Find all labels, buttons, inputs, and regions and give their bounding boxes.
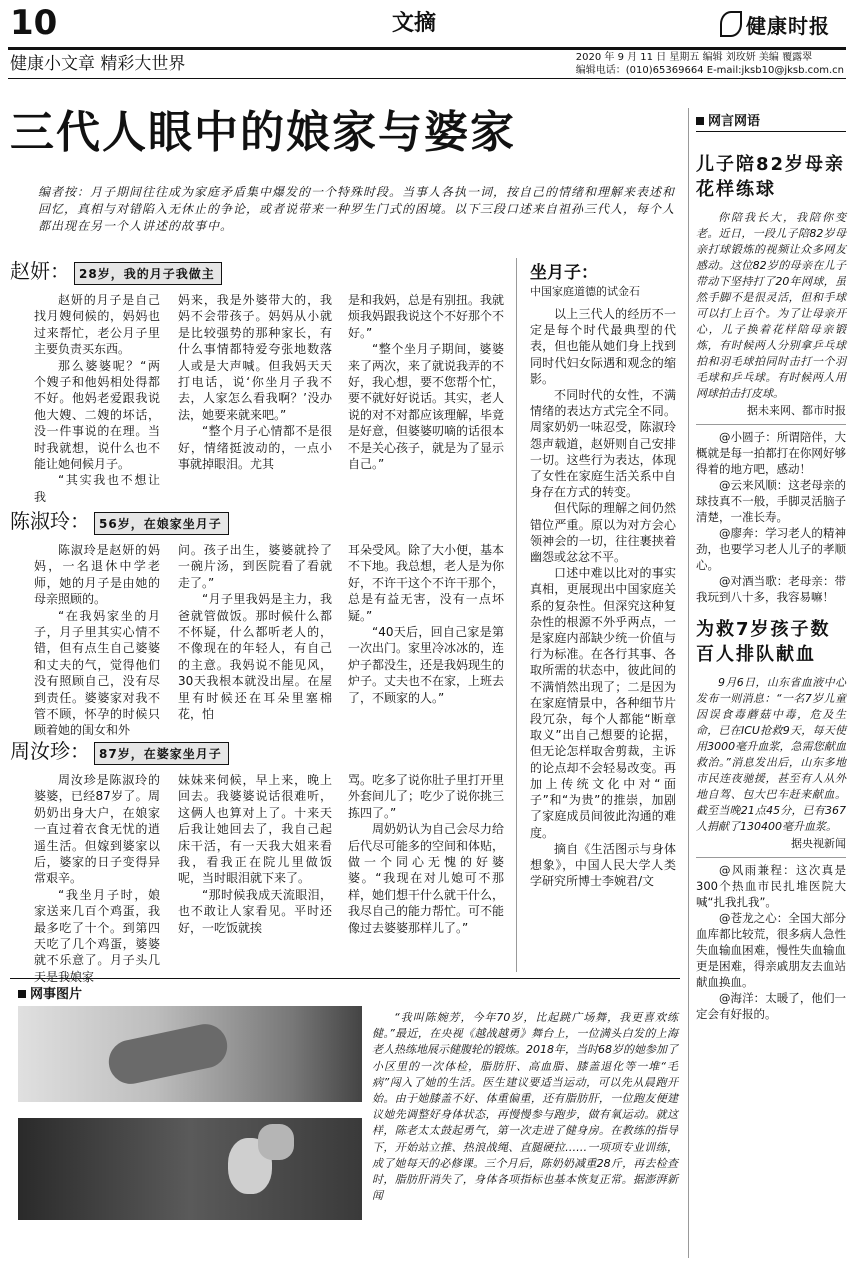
right-column-divider	[688, 108, 689, 1258]
story1-title: 儿子陪82岁母亲花样练球	[696, 154, 846, 200]
section1-col3	[348, 292, 504, 472]
section3-name: 周汝珍：	[10, 739, 90, 763]
paragraph: “我坐月子时，娘家送来几百个鸡蛋，我最多吃了十个。到第四天吃了几个鸡蛋，婆婆就不乐意了。月子头几天是我娘家	[34, 887, 160, 984]
paragraph: 问。孩子出生，婆婆就拎了一碗片汤，到医院看了看就走了。”	[178, 543, 332, 590]
section2-col1	[34, 542, 160, 739]
paragraph: 那么婆婆呢？“两个嫂子和他妈相处得都不好。他妈老爱跟我说他大嫂、二嫂的坏话，没一件事说的在理。当时我就想，说什么也不能让她伺候月子。	[34, 358, 160, 472]
paragraph: 周汝珍是陈淑玲的婆婆，已经87岁了。周奶奶出身大户，在娘家一直过着衣食无忧的逍遥生活。但嫁到婆家以后，婆家的日子变得异常艰辛。	[34, 773, 160, 886]
paragraph: 摘自《生活图示与身体想象》，中国人民大学人类学研究所博士李婉君/文	[530, 841, 676, 889]
right-section-label-text: 网言网语	[708, 114, 761, 129]
paragraph: 赵妍的月子是自己找月嫂伺候的，妈妈也过来帮忙，老公月子里主要负责买东西。	[34, 293, 160, 357]
right-section-label	[696, 110, 846, 132]
right-column	[696, 110, 846, 1022]
section2-col3	[348, 542, 504, 706]
story2-comment: @风雨兼程：这次真是300个热血市民扎堆医院大喊“扎我扎我”。	[696, 863, 846, 909]
paragraph: “在我妈家坐的月子，月子里其实心情不错，但有点生自己婆婆和丈夫的气，觉得他们没有照顾自己，没有尽到责任。婆婆家对我不管不顾，怀孕的时候只顾着她的闺女和外	[34, 608, 160, 738]
divider	[696, 857, 846, 858]
brand-logo-icon	[720, 11, 742, 37]
story1-comment: @小圆子：所谓陪伴，大概就是每一拍都打在你网好够得着的地方吧，感动！	[696, 430, 846, 476]
photo-section-label	[18, 983, 82, 1002]
brand-name: 健康时报	[746, 13, 830, 38]
edition-date-editors: 2020 年 9 月 11 日 星期五 编辑 刘玫妍 美编 覆露翠	[575, 52, 813, 63]
column-divider	[516, 258, 517, 972]
story1-comment: @廖奔：学习老人的精神劲，也要学习老人儿子的孝顺心。	[696, 526, 846, 572]
story2-title: 为救7岁孩子数百人排队献血	[696, 619, 831, 665]
section1-label: 28岁，我的月子我做主	[74, 262, 222, 285]
analysis-subtitle: 中国家庭道德的试金石	[530, 285, 640, 298]
analysis-body	[530, 306, 676, 889]
square-bullet-icon	[18, 990, 26, 998]
paragraph: “其实我也不想让我	[34, 473, 160, 504]
section2-name: 陈淑玲：	[10, 509, 90, 533]
section1-col2	[178, 292, 332, 472]
paragraph: 妈来，我是外婆带大的，我妈不会带孩子。妈妈从小就是比较强势的那种家长，有什么事情都特爱夸张地数落人或是大声喊。但我妈天天打电话，说‘你坐月子我不去，人家怎么看我啊？’没办法，她要来就来吧。”	[178, 293, 332, 422]
square-bullet-icon	[696, 117, 704, 125]
section3-col3	[348, 772, 504, 936]
section2-label: 56岁，在娘家坐月子	[94, 512, 229, 535]
paragraph: 口述中难以比对的事实真相，更展现出中国家庭关系的复杂性。但深究这种复杂性的根源不外乎两点，一是家庭内部缺少统一价值与行为标准。在各行其事、各取所需的状态中，彼此间的不满悄然出现了；二是因为在家庭情景中，各种细节片段冗杂，每个人都能“断章取义”出自己想要的论据，但无论怎样取舍剪裁，主诉的论点却不会轻易改变。再加上传统文化中对“面子”和“为贵”的推崇，加剧了家庭成员间彼此沟通的难度。	[530, 566, 676, 840]
photo-bottom-panel	[18, 1118, 362, 1220]
section1-name: 赵妍：	[10, 259, 70, 283]
analysis-title: 坐月子：	[530, 263, 598, 283]
fitness-photo	[18, 1006, 362, 1220]
story1-source: 据未来网、都市时报	[747, 404, 846, 417]
paragraph: 陈淑玲是赵妍的妈妈，一名退休中学老师，她的月子是由她的母亲照顾的。	[34, 543, 160, 607]
section1-col1	[34, 292, 160, 505]
section3-col1	[34, 772, 160, 985]
photo-gap	[18, 1102, 362, 1118]
paragraph: 以上三代人的经历不一定是每个时代最典型的代表，但也能从她们身上找到同时代妇女际遇和观念的缩影。	[530, 307, 676, 386]
section3-label: 87岁，在婆家坐月子	[94, 742, 229, 765]
story2-body: 9月6日，山东省血液中心发布一则消息：“一名7岁儿童因误食毒蘑菇中毒，危及生命，已在ICU抢救9天，每天使用3000毫升血浆，急需您献血救治。”消息发出后，山东多地市民连夜驰援，甚至有人从外地自驾、包大巴车赶来献血。截至当晚21点45分，已有367人捐献了130400毫升血浆。	[696, 676, 846, 833]
paragraph: 妹妹来伺候，早上来，晚上回去。我婆婆说话很难听，这俩人也算对上了。十来天后我让她回去了，我自己起床干活，有一天我大姐来看我，看我正在院儿里做饭呢，当时眼泪就下来了。	[178, 773, 332, 886]
photo-section-label-text: 网事图片	[30, 987, 83, 1002]
photo-fist-shape	[258, 1124, 294, 1160]
story2-source: 据央视新闻	[791, 837, 846, 850]
paragraph: 周奶奶认为自己会尽力给后代尽可能多的空间和体贴，做一个同心无愧的好婆婆。“我现在对儿媳可不那样，她们想干什么就干什么，我尽自己的能力帮忙。可不能像过去婆婆那样儿了。”	[348, 822, 505, 935]
paragraph: 是和我妈，总是有别扭。我就烦我妈跟我说这个不好那个不好。”	[348, 293, 505, 340]
section3-heading	[10, 738, 229, 765]
section1-heading	[10, 258, 222, 285]
edition-contact: 编辑电话：(010)65369664 E-mail:jksb10@jksb.com.cn	[575, 65, 844, 76]
masthead-rule	[8, 47, 846, 50]
brand-block	[720, 6, 846, 42]
divider	[696, 424, 846, 425]
story1-comment: @对酒当歌：老母亲：带我玩到八十多，我容易嘛！	[696, 574, 846, 604]
section-title: 文摘	[392, 11, 437, 36]
paragraph: “40天后，回自己家是第一次出门。家里冷冰冰的，连炉子都没生，还是我妈现生的炉子。丈夫也不在家，上班去了，不顾家的人。”	[348, 625, 505, 705]
header-underline	[8, 78, 846, 79]
paragraph: “整个坐月子期间，婆婆来了两次，来了就说我弄的不好，我心想，要不您帮个忙，要不就好好说话。其实，老人说的对不对都应该理解，毕竟是好意，但婆婆叨嘀的话很本不是关心孩子，就是为了显示自己。”	[348, 342, 505, 472]
editor-note: 编者按：月子期间往往成为家庭矛盾集中爆发的一个特殊时段。当事人各执一词，按自己的情绪和理解来表述和回忆，真相与对错陷入无休止的争论，或者说带来一种罗生门式的困境。以下三段口述来自祖孙三代人，每个人都出现在另一个人讲述的故事中。	[38, 185, 676, 233]
story2-comment: @苍龙之心：全国大部分血库都比较荒，很多病人急性失血输血困难，慢性失血输血更是困难，得亲戚朋友去血站献血换血。	[696, 911, 846, 989]
photo-caption: “我叫陈婉芳，今年70岁，比起跳广场舞，我更喜欢练健。”最近，在央视《越战越勇》舞台上，一位满头白发的上海老人热练地展示健腹轮的锻炼。2018年，当时68岁的她参加了小区里的一次体检，脂肪肝、高血脂、膝盖退化等一堆“毛病”闯入了她的生活。医生建议要适当运动，可以先从晨跑开始。由于她膝盖不好、体重偏重，还有脂肪肝，一位跑友便建议她先调整好身体状态，再慢慢参与跑步，做有氧运动。就这样，陈老太太鼓起勇气，第一次走进了健身房。在教练的指导下，开始站立推、热浪战绳、直腿硬拉……一项项专业训练，成了她每天的必修课。三个月后，陈奶奶减重28斤，再去检查时，脂肪肝消失了，身体各项指标也基本恢复正常。据澎湃新闻	[372, 1011, 678, 1203]
section2-heading	[10, 508, 229, 535]
paragraph: “那时候我成天流眼泪，也不敢让人家看见。平时还好，一吃饭就挨	[178, 887, 332, 935]
paragraph: 不同时代的女性，不满情绪的表达方式完全不同。周家奶奶一味忍受，陈淑玲怨声载道，赵妍则自己安排一切。这些行为表达，体现了女性在家庭生活关系中自身存在方式的转变。	[530, 388, 676, 500]
tagline: 健康小文章 精彩大世界	[10, 54, 186, 74]
edition-meta	[576, 51, 844, 77]
section2-col2	[178, 542, 332, 722]
paragraph: “整个月子心情都不是很好，情绪挺波动的，一点小事就掉眼泪。尤其	[178, 424, 332, 472]
paragraph: 但代际的理解之间仍然错位严重。原以为对方会心领神会的一切，往往裹挟着幽怨或忿忿不平。	[530, 501, 676, 565]
story2-comment: @海洋：太暖了，他们一定会有好报的。	[696, 991, 846, 1021]
paragraph: “月子里我妈是主力，我爸就管做饭。那时候什么都不怀疑，什么都听老人的，不像现在的年轻人，有自己的主意。我妈说不能见风，30天我根本就没出屋。在屋里有时候还在耳朵里塞棉花，怕	[178, 592, 332, 722]
paragraph: 耳朵受风。除了大小便，基本不下地。我总想，老人是为你好，不许干这个不许干那个，总是有益无害，没有一点坏疑。”	[348, 543, 505, 623]
photo-section-rule	[10, 978, 680, 979]
paragraph: 骂。吃多了说你肚子里打开里外套间儿了；吃少了说你挑三拣四了。”	[348, 773, 505, 820]
analysis-column	[530, 262, 676, 889]
story1-body: 你陪我长大，我陪你变老。近日，一段儿子陪82岁母亲打球锻炼的视频让众多网友感动。这位82岁的母亲在儿子带动下坚持打了20年网球，虽然手脚不是很灵活，但和手球可以打上百个。为了让母亲开心，儿子换着花样陪母亲锻炼，有时候两人分别拿乒乓球拍和羽毛球拍同时击打一个羽毛球和乒乓球。有时候两人用网球拍击打皮球。	[696, 211, 846, 400]
page-headline: 三代人眼中的娘家与婆家	[10, 107, 516, 158]
story1-comment: @云来风顺：这老母亲的球技真不一般，手脚灵活脑子清楚，一准长寿。	[696, 478, 846, 524]
section3-col2	[178, 772, 332, 936]
page-number: 10	[10, 3, 58, 43]
